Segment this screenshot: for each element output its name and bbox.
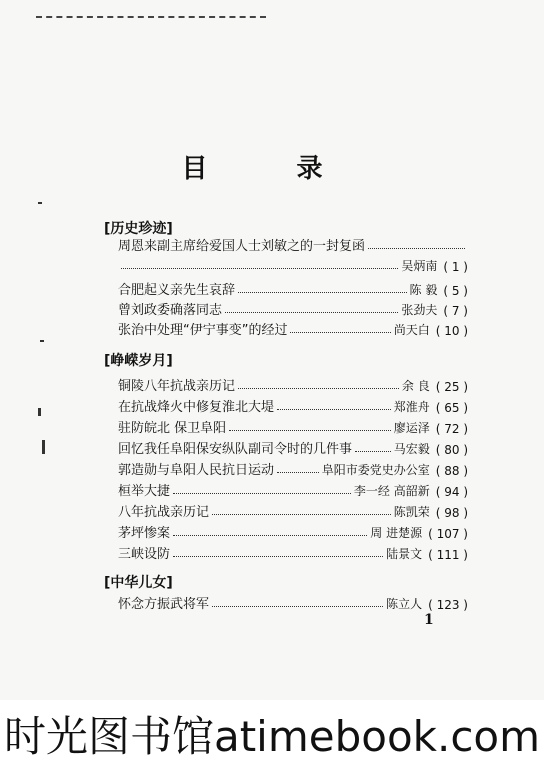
entry-author: 陈凯荣 — [393, 505, 430, 519]
entry-title: 郭造勋与阜阳人民抗日运动 — [118, 463, 275, 478]
dot-leader — [277, 472, 319, 473]
entry-page: ( 1 ) — [443, 260, 468, 274]
entry-page: ( 5 ) — [443, 284, 468, 298]
scan-mark — [42, 440, 45, 454]
entry-page: ( 7 ) — [443, 304, 468, 318]
entry-title: 曾刘政委确落同志 — [118, 303, 223, 318]
entry-title: 回忆我任阜阳保安纵队副司令时的几件事 — [118, 442, 353, 457]
entry-title: 八年抗战亲历记 — [118, 505, 210, 520]
dot-leader — [173, 493, 351, 494]
entry-page: ( 107 ) — [428, 527, 468, 541]
section-label-sons-daughters: [中华儿女] — [104, 575, 173, 591]
entry-page: ( 98 ) — [435, 506, 468, 520]
entry-title: 怀念方振武将军 — [118, 597, 210, 612]
toc-entry[interactable] — [118, 521, 468, 541]
entry-author: 周 进楚源 — [370, 526, 423, 540]
entry-author: 廖运泽 — [393, 421, 430, 435]
dot-leader — [173, 556, 383, 557]
toc-entry[interactable] — [118, 236, 468, 274]
entry-page: ( 72 ) — [435, 422, 468, 436]
page-number: 1 — [424, 612, 434, 628]
dot-leader — [212, 606, 383, 607]
entry-title: 桓举大捷 — [118, 484, 171, 499]
toc-entry[interactable] — [118, 542, 468, 562]
dot-leader — [238, 292, 407, 293]
dot-leader — [290, 332, 390, 333]
entry-title: 在抗战烽火中修复淮北大堤 — [118, 400, 275, 415]
entry-title: 三峡设防 — [118, 547, 171, 562]
watermark: 时光图书馆atimebook.com — [3, 712, 541, 761]
scan-mark — [38, 202, 42, 204]
dot-leader — [277, 409, 391, 410]
entry-author: 马宏毅 — [393, 442, 430, 456]
entry-page: ( 94 ) — [435, 485, 468, 499]
entry-author: 陈立人 — [386, 597, 423, 611]
toc-entry[interactable] — [118, 298, 468, 318]
entry-author: 阜阳市委党史办公室 — [321, 463, 430, 477]
dot-leader — [368, 248, 465, 249]
toc-entry[interactable] — [118, 278, 468, 298]
entry-author: 吴炳南 — [401, 259, 438, 273]
toc-entry[interactable] — [118, 374, 468, 394]
entry-page: ( 25 ) — [435, 380, 468, 394]
toc-entry[interactable] — [118, 479, 468, 499]
entry-author: 李一经 高韶新 — [353, 484, 430, 498]
entry-title: 铜陵八年抗战亲历记 — [118, 379, 236, 394]
entry-page: ( 88 ) — [435, 464, 468, 478]
entry-author: 张劲夫 — [401, 303, 438, 317]
entry-author: 余 良 — [401, 379, 430, 393]
entry-title: 合肥起义亲先生哀辞 — [118, 283, 236, 298]
dot-leader — [355, 451, 391, 452]
entry-author: 陆景文 — [386, 547, 423, 561]
dot-leader — [212, 514, 391, 515]
toc-entry[interactable] — [118, 592, 468, 612]
toc-entry[interactable] — [118, 416, 468, 436]
section-label-years: [峥嵘岁月] — [104, 353, 173, 369]
dot-leader — [121, 268, 398, 269]
entry-title: 张治中处理“伊宁事变”的经过 — [118, 323, 288, 338]
toc-entry[interactable] — [118, 437, 468, 457]
entry-title: 周恩来副主席给爱国人士刘敏之的一封复函 — [118, 239, 366, 254]
toc-entry[interactable] — [118, 395, 468, 415]
page-title: 目 录 — [181, 154, 363, 184]
entry-title: 驻防皖北 保卫阜阳 — [118, 421, 227, 436]
dot-leader — [229, 430, 391, 431]
dot-leader — [225, 312, 398, 313]
entry-page: ( 111 ) — [428, 548, 468, 562]
dot-leader — [238, 388, 399, 389]
top-rule — [36, 16, 266, 18]
entry-page: ( 80 ) — [435, 443, 468, 457]
section-label-history: [历史珍迹] — [104, 221, 173, 237]
toc-entry[interactable] — [118, 458, 468, 478]
toc-entry[interactable] — [118, 318, 468, 338]
entry-author: 尚天白 — [393, 323, 430, 337]
scan-mark — [40, 340, 44, 342]
entry-author: 陈 毅 — [409, 283, 438, 297]
entry-page: ( 123 ) — [428, 598, 468, 612]
entry-title: 茅坪惨案 — [118, 526, 171, 541]
scan-mark — [38, 408, 41, 416]
entry-author: 郑淮舟 — [393, 400, 430, 414]
toc-entry[interactable] — [118, 500, 468, 520]
entry-page: ( 65 ) — [435, 401, 468, 415]
entry-page: ( 10 ) — [435, 324, 468, 338]
dot-leader — [173, 535, 367, 536]
